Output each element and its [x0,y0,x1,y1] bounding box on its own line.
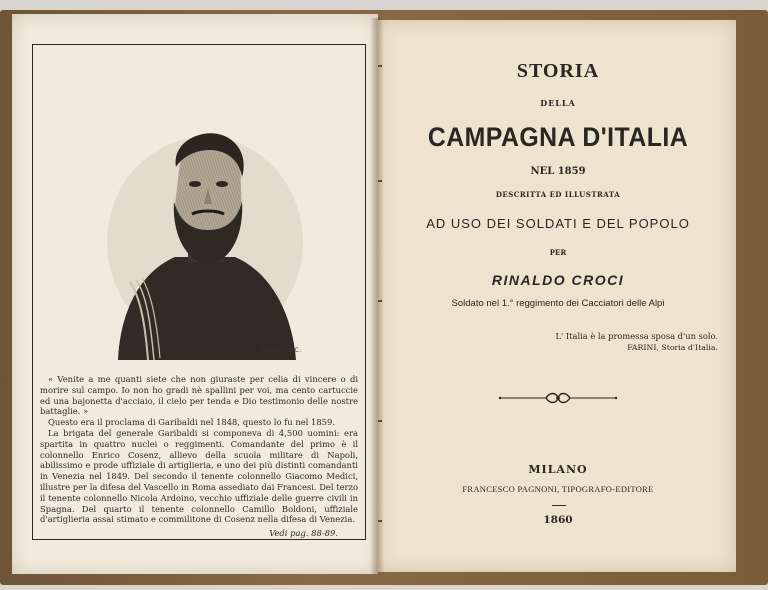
epigraph-source: FARINI, Storia d'Italia. [627,343,718,352]
caption-proclamation-note: Questo era il proclama di Garibaldi nel 1848, questo lo fu nel 1859. [48,417,335,428]
garibaldi-portrait-engraving [100,122,310,360]
binding-stitch [378,520,382,522]
engraver-signature: BALDI. INC. [262,347,302,354]
binding-stitch [378,420,382,422]
cross-reference: Vedi pag. 88-89. [269,528,338,539]
imprint-printer: FRANCESCO PAGNONI, TIPOGRAFO-EDITORE [462,484,654,494]
imprint-city: MILANO [528,463,588,476]
title-per: PER [549,248,567,257]
subtitle-ad-uso: AD USO DEI SOLDATI E DEL POPOLO [426,216,690,231]
binding-stitch [378,65,382,67]
author-role: Soldato nel 1.° reggimento dei Cacciatori delle Alpi [451,298,665,309]
author-name: RINALDO CROCI [491,272,625,288]
epigraph [548,330,718,354]
title-campagna-ditalia: CAMPAGNA D'ITALIA [427,122,689,152]
decorative-ornament-icon [498,390,618,406]
title-storia: STORIA [516,60,600,82]
title-della: DELLA [540,98,576,108]
caption-proclamation: « Venite a me quanti siete che non giuraste per celia di vincere o di morire sul campo. Io non ho gradi nè spallini per voi, ma cento cartuccie ed una bajonetta d'acciaio, il cielo per tenda e Dio testimonio delle nostre battaglie. » [40,374,358,417]
book-gutter [370,18,384,574]
frontispiece-caption [40,374,358,539]
binding-stitch [378,300,382,302]
title-year-1859: NEL 1859 [530,166,586,177]
subtitle-descritta: DESCRITTA ED ILLUSTRATA [495,190,621,199]
binding-stitch [378,180,382,182]
epigraph-text: L' Italia è la promessa sposa d'un solo. [555,331,718,341]
imprint-rule [552,505,566,506]
imprint-year: 1860 [543,514,573,526]
caption-brigade-description: La brigata del generale Garibaldi si componeva di 4,500 uomini: era spartita in quattro nuclei o reggimenti. Comandante del primo è il colonnello Enrico Cosenz, allievo della scuola militare di Napoli, abilissimo e prode uffiziale di artiglieria, e uno dei più distinti comandanti in Venezia nel 1849. Del secondo il tenente colonnello Giacomo Medici, illustre per la difesa del Vascello in Roma assediato dai Francesi. Del terzo il tenente colonnello Nicola Ardoino, vecchio uffiziale delle guerre civili in Spagna. Del quarto il tenente colonnello Camillo Boldoni, uffiziale d'artiglieria assai stimato e commilitone di Cosenz nella difesa di Venezia. [40,427,358,525]
